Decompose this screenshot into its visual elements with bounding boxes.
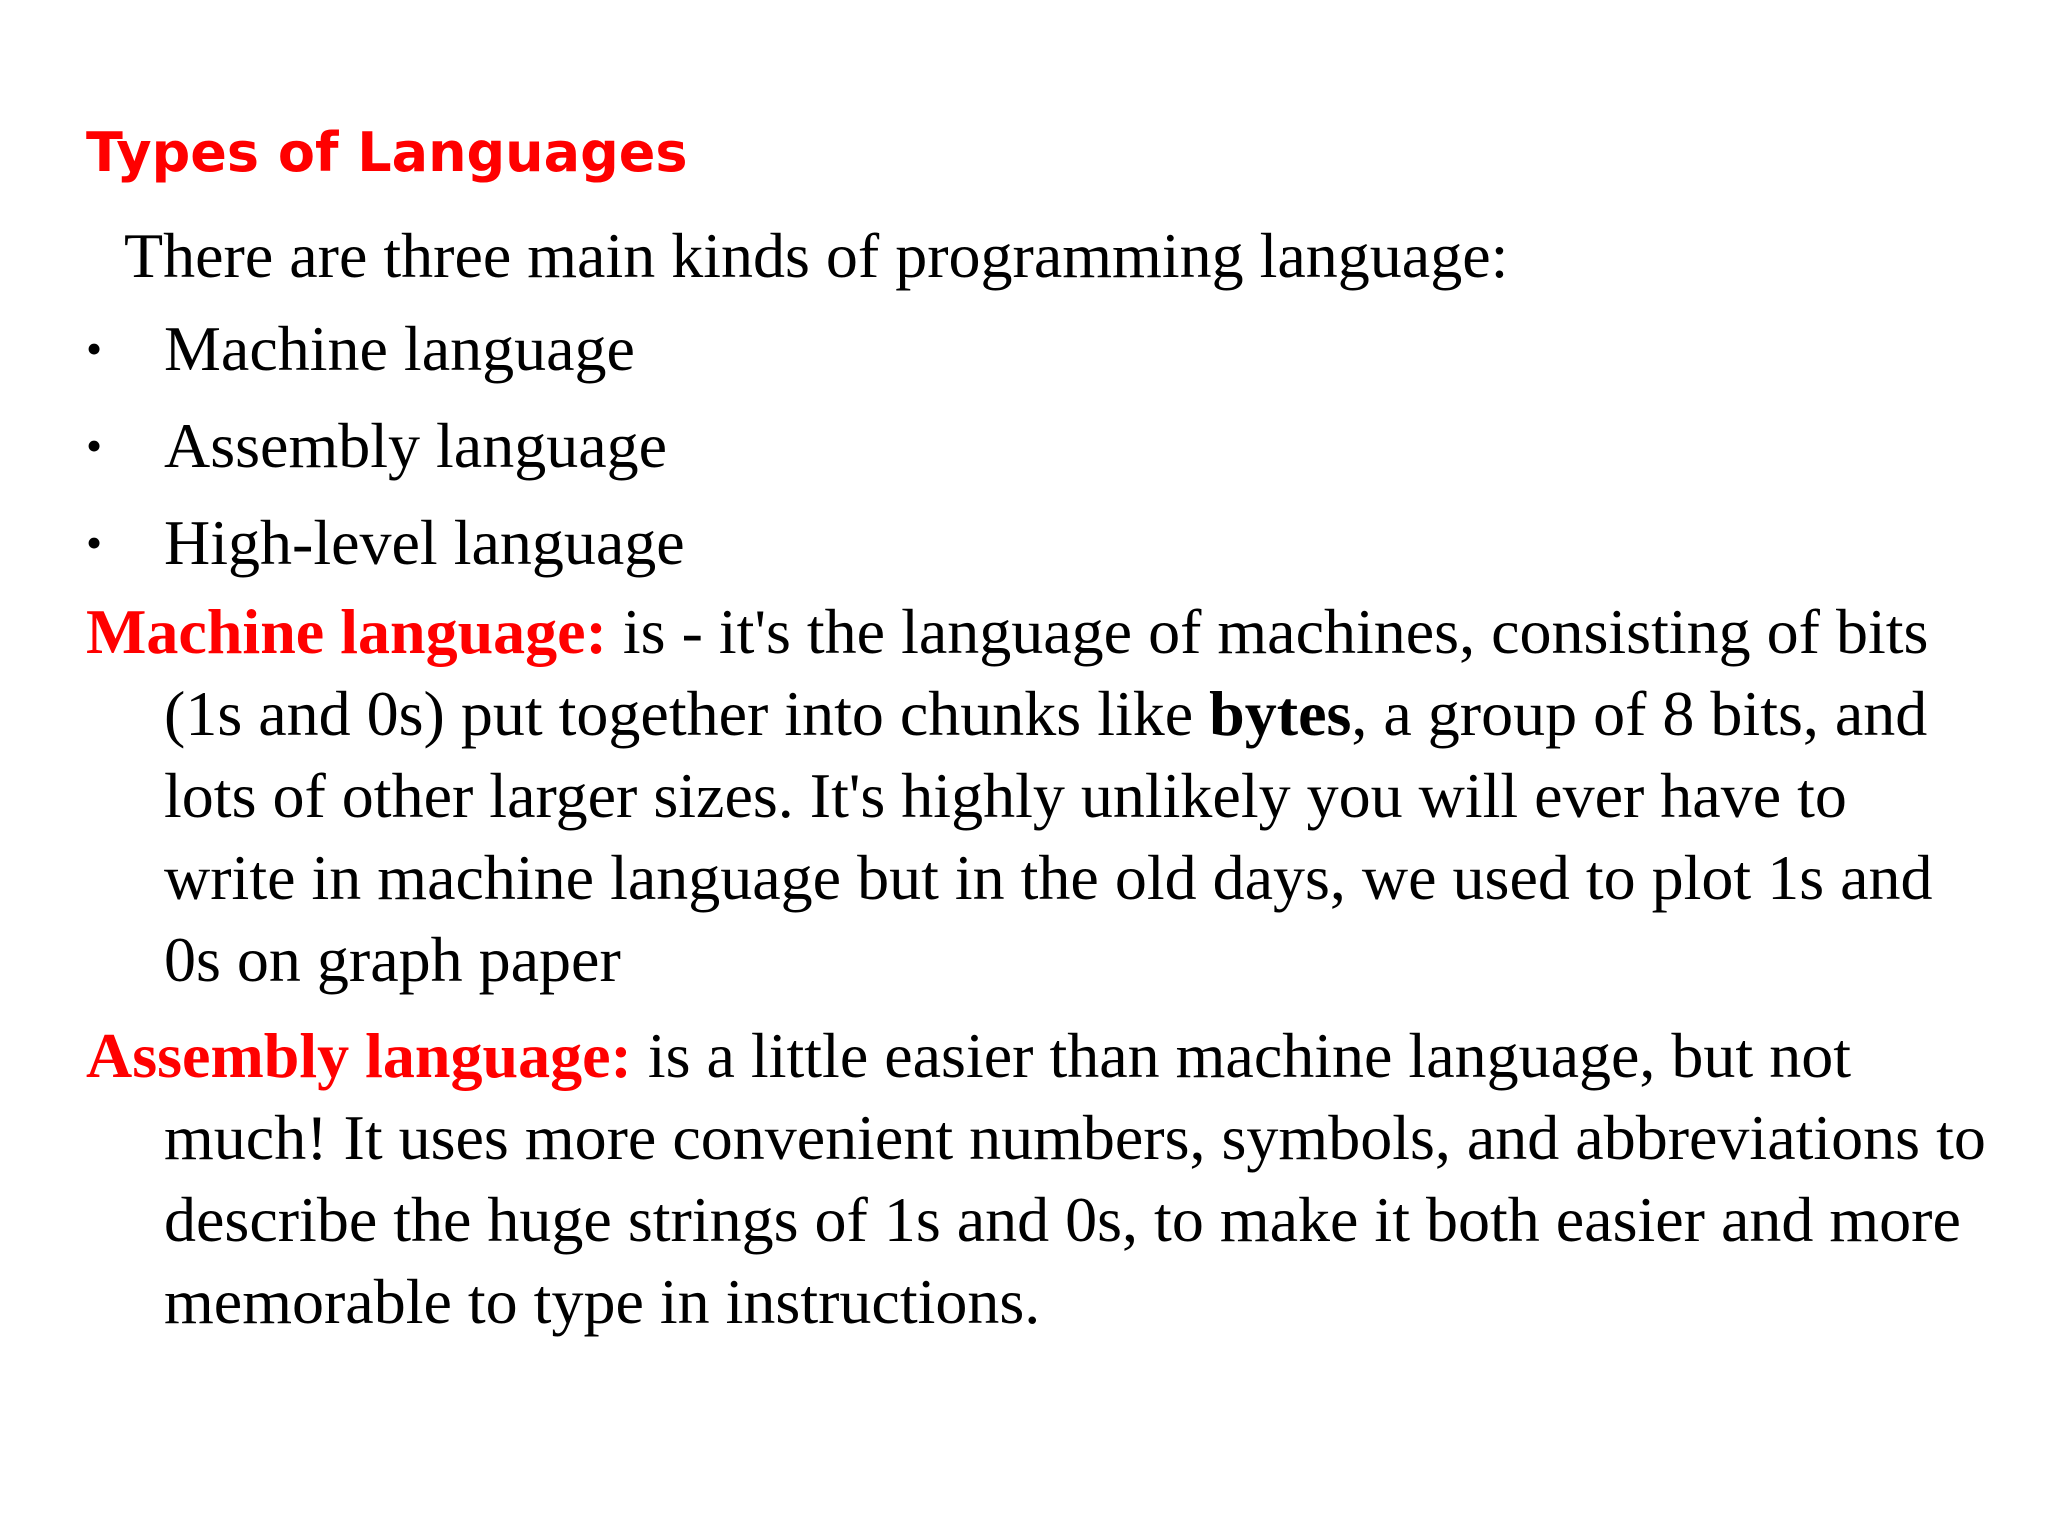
- assembly-language-text: is a little easier than machine language, but not much! It uses more convenient numbers, symbols, and abbreviations to describe the huge strings of 1s and 0s, to make it both easier and more memorable to type in instructions.: [164, 1020, 1986, 1337]
- assembly-language-term: Assembly language:: [86, 1020, 632, 1091]
- language-list: [86, 300, 1986, 591]
- bullet-icon: •: [86, 420, 103, 471]
- machine-language-paragraph: [86, 591, 1986, 1001]
- list-item-label: High-level language: [164, 507, 685, 578]
- machine-language-term: Machine language:: [86, 596, 607, 667]
- machine-language-text-1: is - it's the language of machines, consisting of bits (1s and 0s) put together into chunks like: [164, 596, 1929, 749]
- list-item: [86, 397, 1986, 494]
- list-item: [86, 300, 1986, 397]
- slide-title: Types of Languages: [86, 121, 688, 184]
- list-item-label: Machine language: [164, 313, 635, 384]
- list-item: [86, 494, 1986, 591]
- bytes-bold-word: bytes: [1209, 678, 1352, 749]
- intro-text: There are three main kinds of programming language:: [124, 220, 1509, 291]
- list-item-label: Assembly language: [164, 410, 667, 481]
- slide-body: [86, 212, 1986, 1343]
- bullet-icon: •: [86, 323, 103, 374]
- bullet-icon: •: [86, 517, 103, 568]
- assembly-language-paragraph: [86, 1015, 1986, 1343]
- machine-language-text-2: , a group of 8 bits, and lots of other larger sizes. It's highly unlikely you will ever have to write in machine language but in the old days, we used to plot 1s and 0s on graph paper: [164, 678, 1933, 995]
